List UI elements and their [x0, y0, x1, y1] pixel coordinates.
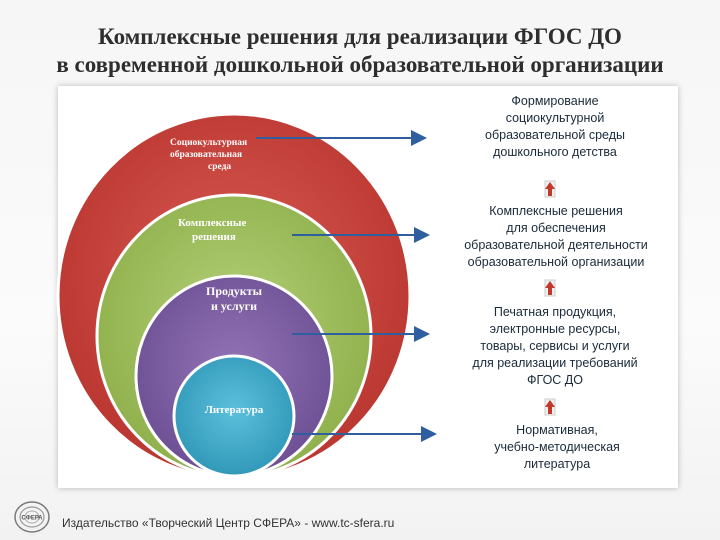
label-line: Социокультурная: [170, 138, 248, 148]
right-line: социокультурной: [505, 111, 605, 125]
right-line: для реализации требований: [472, 356, 638, 370]
right-line: Печатная продукция,: [493, 305, 617, 319]
right-line: для обеспечения: [506, 221, 606, 235]
label-products-services: [184, 284, 284, 314]
label-sociocultural: [170, 138, 290, 174]
right-line: Комплексные решения: [489, 204, 623, 218]
right-line: учебно-методическая: [494, 440, 620, 454]
label-line: среда: [208, 161, 232, 172]
label-literature: [184, 404, 284, 418]
logo-text: СФЕРА: [21, 515, 43, 522]
right-line: литература: [523, 457, 591, 471]
right-block-4: [450, 422, 664, 473]
sfera-logo-icon: [12, 500, 52, 534]
up-arrow-icon: [545, 181, 555, 197]
right-block-1: [440, 93, 670, 161]
label-line: Комплексные: [178, 217, 247, 229]
label-line: Продукты: [206, 284, 262, 298]
right-block-3: [440, 304, 670, 389]
title-line-1: Комплексные решения для реализации ФГОС ДО: [98, 24, 622, 49]
footer-publisher-text: Издательство «Творческий Центр СФЕРА» - www.tc-sfera.ru: [62, 516, 395, 530]
up-arrow-icon: [545, 280, 555, 296]
right-line: дошкольного детства: [493, 145, 617, 159]
label-line: Литература: [204, 404, 264, 416]
right-line: Формирование: [511, 94, 599, 108]
label-line: решения: [192, 230, 236, 243]
right-line: Нормативная,: [516, 423, 598, 437]
right-line: электронные ресурсы,: [489, 322, 621, 336]
right-line: товары, сервисы и услуги: [480, 339, 630, 353]
label-line: и услуги: [211, 299, 257, 313]
label-line: образовательная: [170, 149, 243, 160]
right-line: ФГОС ДО: [527, 373, 583, 387]
right-line: образовательной среды: [485, 128, 625, 142]
right-line: образовательной деятельности: [464, 238, 648, 252]
right-block-2: [438, 203, 674, 271]
up-arrow-icon: [545, 399, 555, 415]
title-line-2: в современной дошкольной образовательной организации: [56, 52, 664, 77]
right-line: образовательной организации: [467, 255, 645, 269]
label-complex-solutions: [178, 217, 278, 245]
